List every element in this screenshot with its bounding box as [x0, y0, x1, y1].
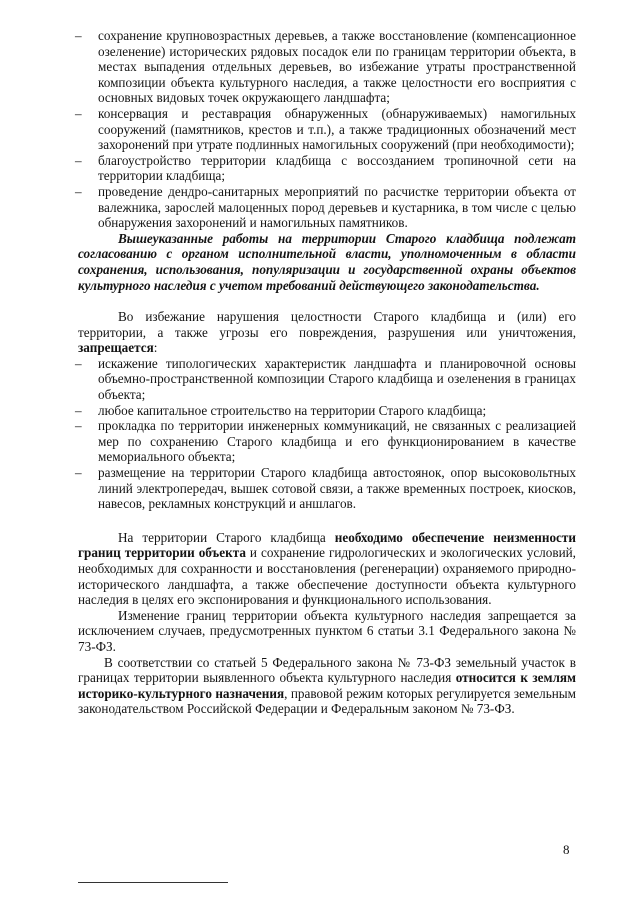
page-number: 8	[563, 842, 570, 857]
prohibition-word: запрещается	[78, 340, 154, 356]
list-dash: –	[75, 355, 82, 371]
list-item: – размещение на территории Старого кладбища автостоянок, опор высоковольтных линий электропередач, вышек сотовой связи, а также временных построек, киосков, навесов, рекламных конструкций и аншлагов.	[75, 465, 576, 512]
list-item: – благоустройство территории кладбища с воссозданием тропиночной сети на территории кладбища;	[75, 152, 576, 184]
boundary-change-paragraph: Изменение границ территории объекта культурного наследия запрещается за исключением случаев, предусмотренных пунктом 6 статьи 3.1 Федерального закона № 73-ФЗ.	[78, 607, 576, 654]
prohibitions-list	[75, 355, 576, 512]
list-dash: –	[75, 183, 82, 199]
list-item: – искажение типологических характеристик ландшафта и планировочной основы объемно-пространственной композиции Старого кладбища и озеленения в границах объекта;	[75, 355, 576, 403]
list-dash: –	[75, 418, 82, 434]
list-item: – любое капитальное строительство на территории Старого кладбища;	[75, 402, 487, 418]
boundaries-preservation-paragraph: На территории Старого кладбища необходимо обеспечение неизменности границ территории объекта и сохранение гидрологических и экологических условий, необходимых для сохранности и восстановления (регенерации) охраняемого природно-исторического ландшафта, а также обеспечение доступности объекта культурного наследия в целях его экспонирования и функционального использования.	[78, 529, 576, 608]
list-item: – проведение дендро-санитарных мероприятий по расчистке территории объекта от валежника, зарослей малоценных пород деревьев и кустарника, в том числе с целью обнаружения захоронений и намогильных памятников.	[75, 183, 576, 231]
list-dash: –	[75, 465, 82, 481]
document-page	[75, 28, 576, 717]
list-dash: –	[75, 402, 82, 418]
list-item: – консервация и реставрация обнаруженных (обнаруживаемых) намогильных сооружений (памятников, крестов и т.п.), а также традиционных обозначений мест захоронений при утрате подлинных намогильных сооружений (при необходимости);	[75, 105, 576, 153]
works-list	[75, 28, 576, 231]
list-dash: –	[75, 28, 82, 43]
list-item: – сохранение крупновозрастных деревьев, а также восстановление (компенсационное озеленение) исторических рядовых посадок ели по границам территории объекта, в местах выпадения отдельных деревьев, во избежание утраты пространственной композиции объекта культурного наследия, а также целостности его восприятия с основных видовых точек окружающего ландшафта;	[75, 28, 576, 106]
list-dash: –	[75, 105, 82, 121]
footnote-divider	[78, 882, 228, 883]
prohibition-intro: Во избежание нарушения целостности Старого кладбища и (или) его территории, а также угрозы его повреждения, разрушения или уничтожения, запрещается:	[78, 309, 576, 356]
list-item: – прокладка по территории инженерных коммуникаций, не связанных с реализацией мер по сохранению Старого кладбища и его функционированием в качестве мемориального объекта;	[75, 418, 576, 465]
list-dash: –	[75, 152, 82, 168]
land-category-paragraph: В соответствии со статьей 5 Федерального закона № 73-ФЗ земельный участок в границах территории выявленного объекта культурного наследия относится к землям историко-культурного назначения, правовой режим которых регулируется земельным законодательством Российской Федерации и Федеральным законом № 73-ФЗ.	[78, 654, 576, 717]
coordination-note: Вышеуказанные работы на территории Старого кладбища подлежат согласованию с органом исполнительной власти, уполномоченным в области сохранения, использования, популяризации и государственной охраны объектов культурного наследия с учетом требований действующего законодательства.	[78, 230, 576, 293]
